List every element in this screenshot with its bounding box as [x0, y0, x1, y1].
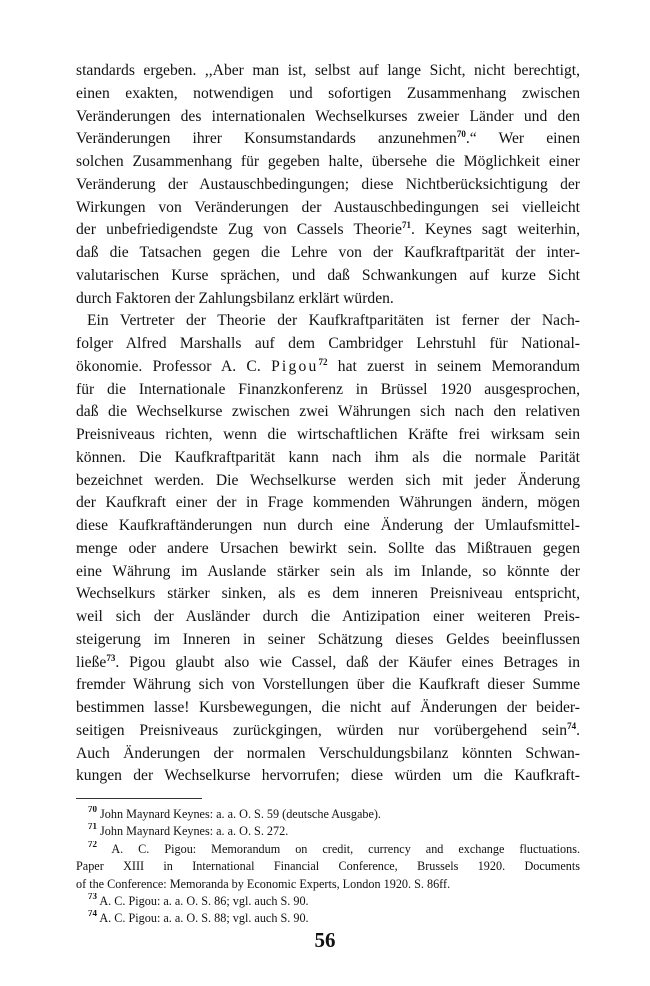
page-number: 56	[314, 928, 336, 952]
footnote-mark: 73	[88, 892, 97, 901]
footnote-mark: 70	[88, 806, 97, 814]
line-part: ließe	[76, 653, 107, 671]
text-line: können. Die Kaufkraftparität kann nach ihm als die normale Parität	[76, 448, 580, 466]
footnote-ref-70[interactable]: 70	[456, 129, 466, 140]
text-line: daß die Tatsachen gegen die Lehre von der Kaufkraftparität der inter-	[76, 244, 580, 261]
line-part: . Keynes sagt weiterhin,	[410, 221, 580, 239]
footnote-divider	[76, 798, 202, 799]
footnote-70	[76, 806, 580, 823]
text-line: Veränderung der Austauschbedingungen; diese Nichtberücksichtigung der	[76, 175, 580, 193]
line-part: .	[576, 721, 580, 739]
footnote-72	[76, 841, 580, 858]
footnote-mark: 74	[88, 910, 97, 919]
body-text	[76, 60, 580, 788]
footnote-text: A. C. Pigou: Memorandum on credit, currency and exchange fluctuations.	[111, 841, 580, 856]
footnote-73	[76, 893, 580, 910]
text-line	[76, 652, 580, 675]
line-part: .“ Wer einen	[465, 130, 580, 148]
text-line: eine Währung im Auslande stärker sein als im Inlande, so könnte der	[76, 562, 580, 580]
footnote-74	[76, 910, 580, 927]
text-line: bestimmen lasse! Kursbewegungen, die nicht auf Änderungen der beider-	[76, 699, 580, 716]
text-line: Preisniveaus richten, wenn die wirtschaftlichen Kräfte frei wirksam sein	[76, 426, 580, 443]
footnote-71	[76, 823, 580, 840]
text-line: Wirkungen von Veränderungen der Austauschbedingungen sei vielleicht	[76, 198, 580, 216]
footnote-text: John Maynard Keynes: a. a. O. S. 272.	[100, 824, 289, 839]
footnote-mark: 71	[88, 823, 97, 832]
text-line: valutarischen Kurse sprächen, und daß Schwankungen auf kurze Sicht	[76, 266, 580, 284]
footnote-mark: 72	[88, 840, 97, 849]
line-part: ökonomie. Professor A. C.	[76, 357, 272, 375]
text-line: Wechselkurs stärker sinken, als es dem inneren Preisniveau entspricht,	[76, 585, 580, 603]
footnote-ref-73[interactable]: 73	[106, 652, 116, 663]
text-line: menge oder andere Ursachen bewirkt sein. Sollte das Mißtrauen gegen	[76, 539, 580, 557]
text-line: fremder Währung sich von Vorstellungen über die Kaufkraft dieser Summe	[76, 676, 580, 694]
text-line	[76, 356, 580, 379]
text-line: solchen Zusammenhang für gegeben halte, übersehe die Möglichkeit einer	[76, 153, 580, 170]
spaced-name: Pigou	[271, 357, 319, 375]
text-line	[76, 219, 580, 242]
text-line: für die Internationale Finanzkonferenz in Brüssel 1920 ausgesprochen,	[76, 380, 580, 398]
line-part: hat zuerst in seinem Memorandum	[327, 357, 580, 375]
footnote-text: A. C. Pigou: a. a. O. S. 86; vgl. auch S. 90.	[99, 893, 309, 908]
footnotes	[76, 806, 580, 928]
footnote-72-continued: Paper XIII in International Financial Conference, Brussels 1920. Documents	[76, 859, 580, 874]
footnote-ref-74[interactable]: 74	[567, 720, 577, 731]
text-line: weil sich der Ausländer durch die Antizipation einer weiteren Preis-	[76, 608, 580, 625]
text-line: Veränderungen des internationalen Wechselkurses zweier Länder und den	[76, 107, 580, 125]
page-body	[76, 60, 580, 928]
text-line: standards ergeben. ,,Aber man ist, selbst auf lange Sicht, nicht berechtigt,	[76, 62, 580, 79]
footnote-text: A. C. Pigou: a. a. O. S. 88; vgl. auch S. 90.	[99, 911, 309, 926]
line-part: Veränderungen ihrer Konsumstandards anzunehmen	[76, 130, 457, 148]
line-part: der unbefriedigendste Zug von Cassels Theorie	[76, 221, 402, 239]
line-part: seitigen Preisniveaus zurückgingen, würden nur vorübergehend sein	[76, 721, 568, 739]
footnote-ref-72[interactable]: 72	[318, 356, 328, 367]
text-line	[76, 128, 580, 151]
text-line: daß die Wechselkurse zwischen zwei Währungen sich nach den relativen	[76, 403, 580, 421]
text-line: Auch Änderungen der normalen Verschuldungsbilanz könnten Schwan-	[76, 744, 580, 762]
footnote-text: John Maynard Keynes: a. a. O. S. 59 (deutsche Ausgabe).	[100, 807, 381, 821]
text-line: der Kaufkraft einer der in Frage kommenden Währungen ändern, mögen	[76, 494, 580, 512]
text-line: einen exakten, notwendigen und sofortigen Zusammenhang zwischen	[76, 84, 580, 102]
footnote-72-continued: of the Conference: Memoranda by Economic Experts, London 1920. S. 86ff.	[76, 876, 451, 891]
text-line: durch Faktoren der Zahlungsbilanz erklärt würden.	[76, 289, 394, 307]
text-line: bezeichnet werden. Die Wechselkurse werden sich mit jeder Änderung	[76, 471, 580, 489]
text-line: kungen der Wechselkurse hervorrufen; diese würden um die Kaufkraft-	[76, 767, 580, 785]
text-line: Ein Vertreter der Theorie der Kaufkraftparitäten ist ferner der Nach-	[87, 312, 580, 330]
text-line: folger Alfred Marshalls auf dem Cambridger Lehrstuhl für National-	[76, 335, 580, 352]
text-line: diese Kaufkraftänderungen nun durch eine Änderung der Umlaufsmittel-	[76, 517, 580, 534]
line-part: . Pigou glaubt also wie Cassel, daß der Käufer eines Betrages in	[115, 653, 580, 671]
text-line: steigerung im Inneren in seiner Schätzung dieses Geldes beeinflussen	[76, 630, 580, 648]
footnote-ref-71[interactable]: 71	[401, 220, 411, 231]
text-line	[76, 720, 580, 743]
